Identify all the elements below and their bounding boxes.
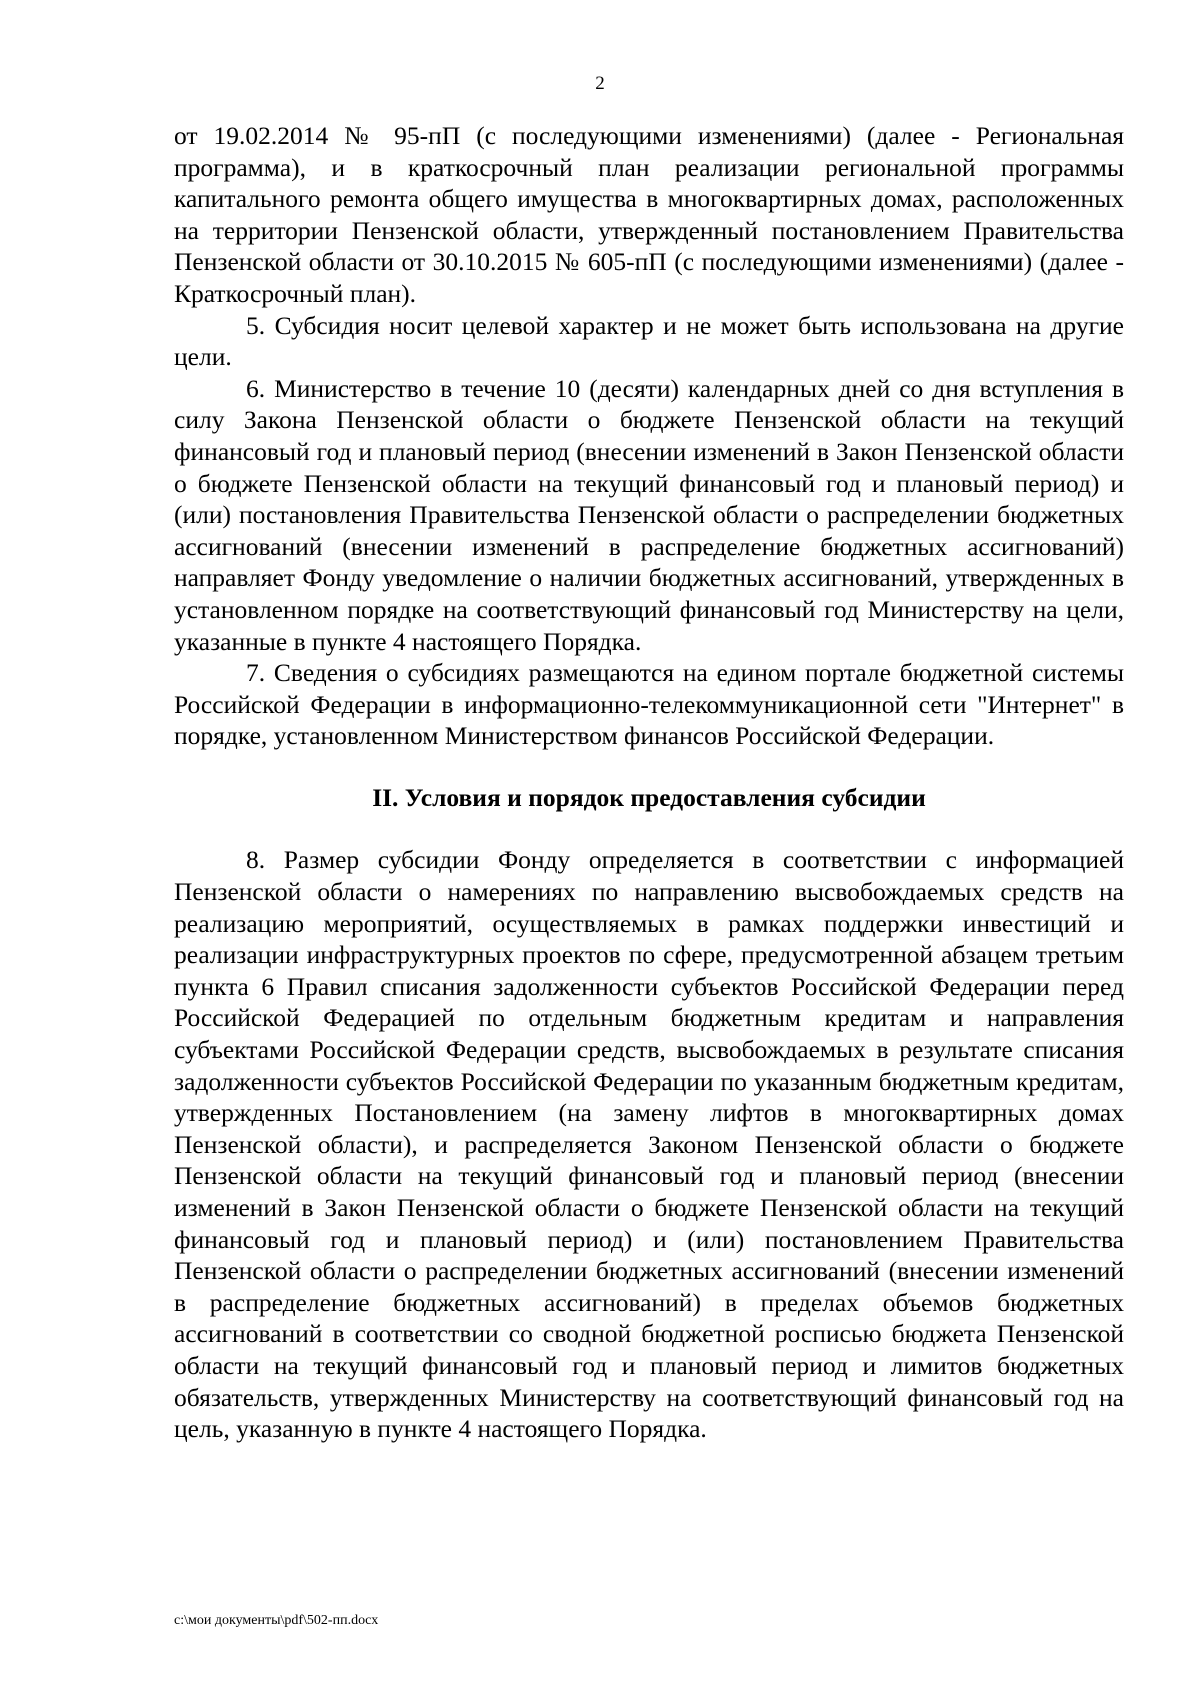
section-heading: II. Условия и порядок предоставления субсидии: [372, 782, 926, 812]
paragraph-item-8: 8. Размер субсидии Фонду определяется в соответствии с информацией Пензенской области о намерениях по направлению высвобождаемых средств на реализацию мероприятий, осуществляемых в рамках поддержки инвестиций и реализации инфраструктурных проектов по сфере, предусмотренной абзацем третьим пункта 6 Правил списания задолженности субъектов Российской Федерации перед Российской Федерацией по отдельным бюджетным кредитам и направления субъектами Российской Федерации средств, высвобождаемых в результате списания задолженности субъектов Российской Федерации по указанным бюджетным кредитам, утвержденных Постановлением (на замену лифтов в многоквартирных домах Пензенской области), и распределяется Законом Пензенской области о бюджете Пензенской области на текущий финансовый год и плановый период (внесении изменений в Закон Пензенской области о бюджете Пензенской области на текущий финансовый год и плановый период) и (или) постановлением Правительства Пензенской области о распределении бюджетных ассигнований (внесении изменений в распределение бюджетных ассигнований) в пределах объемов бюджетных ассигнований в соответствии со сводной бюджетной росписью бюджета Пензенской области на текущий финансовый год и плановый период и лимитов бюджетных обязательств, утвержденных Министерству на соответствующий финансовый год на цель, указанную в пункте 4 настоящего Порядка.: [174, 845, 1124, 1444]
paragraph-item-6: 6. Министерство в течение 10 (десяти) календарных дней со дня вступления в силу Закона Пензенской области о бюджете Пензенской области на текущий финансовый год и плановый период (внесении изменений в Закон Пензенской области о бюджете Пензенской области на текущий финансовый год и плановый период) и (или) постановления Правительства Пензенской области о распределении бюджетных ассигнований (внесении изменений в распределение бюджетных ассигнований) направляет Фонду уведомление о наличии бюджетных ассигнований, утвержденных в установленном порядке на соответствующий финансовый год Министерству на цели, указанные в пункте 4 настоящего Порядка.: [174, 373, 1124, 656]
paragraph-item-7: 7. Сведения о субсидиях размещаются на едином портале бюджетной системы Российской Федерации в информационно-телекоммуникационной сети "Интернет" в порядке, установленном Министерством финансов Российской Федерации.: [174, 658, 1124, 751]
document-body: [174, 120, 1124, 1445]
paragraph-continuation: от 19.02.2014 № 95-пП (с последующими изменениями) (далее - Региональная программа), и в краткосрочный план реализации региональной программы капитального ремонта общего имущества в многоквартирных домах, расположенных на территории Пензенской области, утвержденный постановлением Правительства Пензенской области от 30.10.2015 № 605-пП (с последующими изменениями) (далее - Краткосрочный план).: [174, 121, 1124, 308]
paragraph-item-5: 5. Субсидия носит целевой характер и не может быть использована на другие цели.: [174, 310, 1124, 372]
page-number: 2: [595, 73, 605, 94]
footer-file-path: c:\мои документы\pdf\502-пп.docx: [174, 1613, 379, 1628]
